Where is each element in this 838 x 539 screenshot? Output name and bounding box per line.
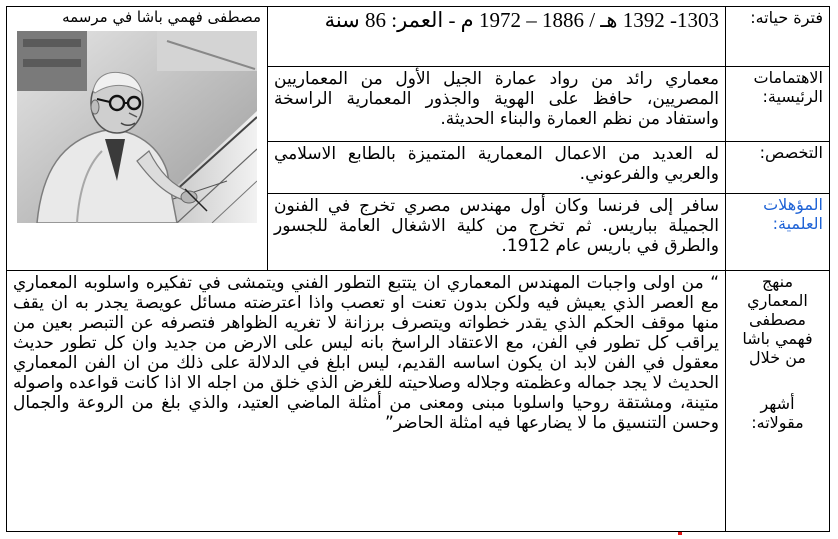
specialty-label: التخصص: (726, 142, 830, 194)
lifespan-label: فترة حياته: (726, 7, 830, 67)
interests-value: معماري رائد من رواد عمارة الجيل الأول من المعماريين المصريين، حافظ على الهوية والجذور المعمارية الراسخة واستفاد من نظم العمارة والبناء الحديثة. (268, 67, 726, 142)
biography-table (6, 6, 830, 532)
specialty-value: له العديد من الاعمال المعمارية المتميزة بالطابع الاسلامي والعربي والفرعوني. (268, 142, 726, 194)
qualifications-value: سافر إلى فرنسا وكان أول مهندس مصري تخرج في الفنون الجميلة بباريس. ثم تخرج من كلية الاشغال العامة للجسور والطرق في باريس عام 1912. (268, 194, 726, 271)
lifespan-value: 1303- 1392 هـ / 1886 – 1972 م - العمر: 86 سنة (268, 7, 726, 67)
photo-caption: مصطفى فهمي باشا في مرسمه (62, 8, 261, 26)
biography-sheet (7, 6, 830, 532)
architect-portrait-photo (17, 31, 257, 223)
interests-label: الاهتمامات الرئيسية: (726, 67, 830, 142)
method-quote: “ من اولى واجبات المهندس المعماري ان يتتبع التطور الفني ويتمشى في تفكيره واسلوبه المعماري مع العصر الذي يعيش فيه ولكن بدون تعنت او تعصب واذا اعترضته مسائل عويصة يجدر به ان يقف منها موقف الحكم الذي يقدر خطواته ويتصرف برزانة لا تغريه الظواهر فتصرفه عن التبصر بعين من يراقب كل تطور في الفن، مع الاعتقاد الراسخ بانه ليس على الارض من جديد وان كل تطور حديث معقول في الفن لابد ان يكون اساسه القديم، ليس ابلغ في الدلالة على ذلك من ان الفن المعماري الحديث لا يجد جماله وعظمته وجلاله وصلاحيته للغرض الذي خلق من اجله الا اذا كانت قواعده واصوله متينة، ومشتقة روحيا واسلوبا مبنى ومعنى من أمثلة الماضي العتيد، والذي بلغ من الروعة والجمال وحسن التنسيق ما لا يضارعها فيه امثلة الحاضر” (7, 271, 726, 532)
method-label-cell (726, 271, 830, 532)
red-mark (678, 532, 682, 535)
method-label-line2: أشهر مقولاته: (751, 394, 804, 433)
photo-cell (7, 7, 268, 271)
method-label-line1: منهج المعماري مصطفى فهمي باشا من خلال (742, 272, 813, 367)
qualifications-label: المؤهلات العلمية: (726, 194, 830, 271)
